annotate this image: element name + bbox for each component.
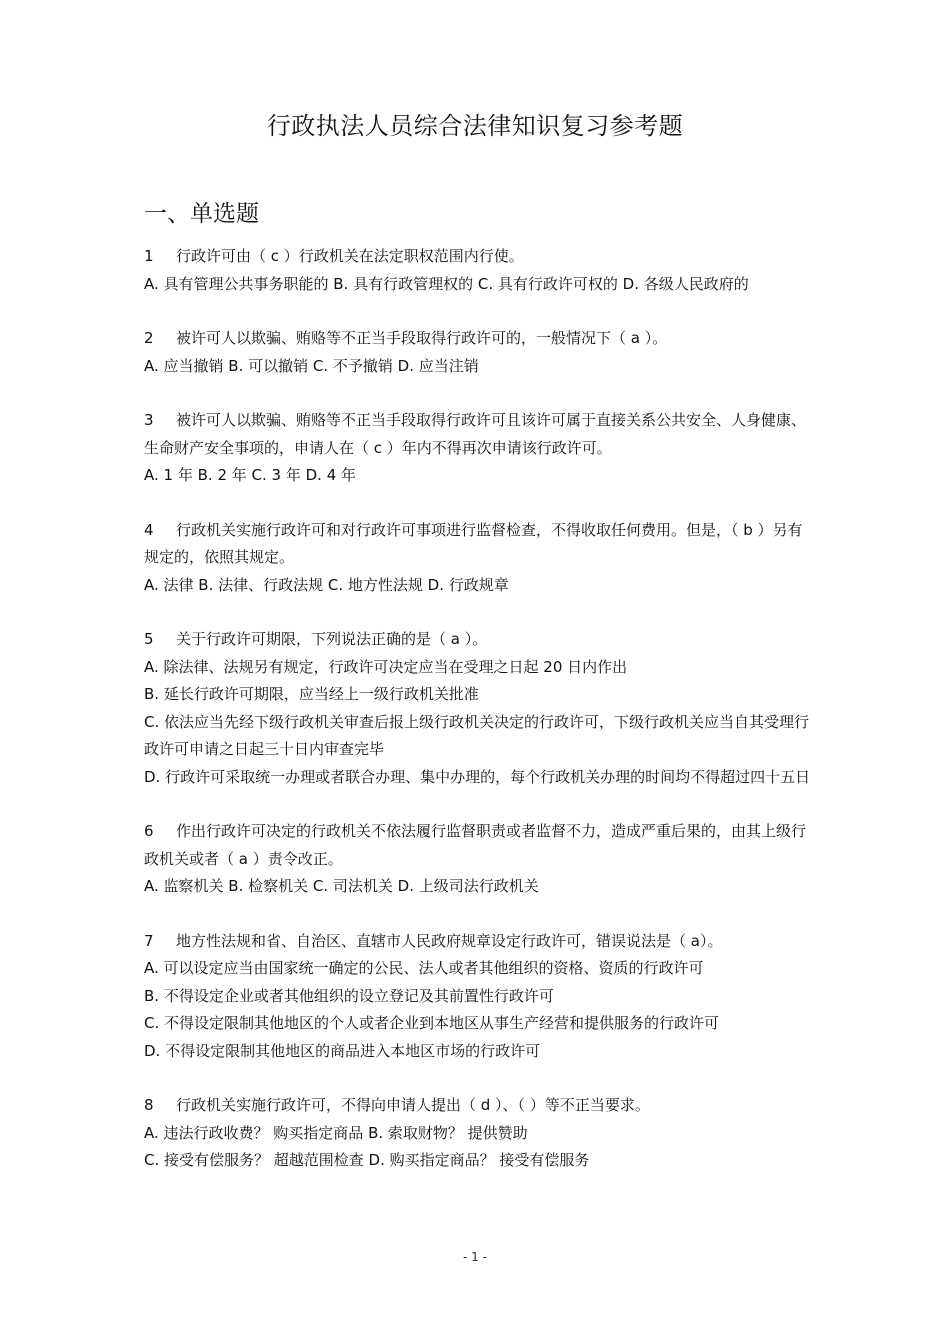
answer-options: A. 应当撤销 B. 可以撤销 C. 不予撤销 D. 应当注销 (144, 356, 479, 375)
question-list (144, 243, 816, 1202)
question-number: 6 (144, 822, 154, 840)
question-stem (144, 626, 816, 654)
question-number: 2 (144, 329, 154, 347)
page-number: - 1 - (463, 1250, 487, 1264)
question-item (144, 1092, 816, 1175)
question-item (144, 928, 816, 1066)
question-item (144, 818, 816, 901)
question-item (144, 325, 816, 380)
question-text: 作出行政许可决定的行政机关不依法履行监督职责或者监督不力，造成严重后果的，由其上级行政机关或者（ a ）责令改正。 (144, 822, 807, 868)
question-number: 7 (144, 931, 154, 950)
question-number: 3 (144, 411, 154, 429)
question-number: 8 (144, 1096, 154, 1114)
answer-options: D. 行政许可采取统一办理或者联合办理、集中办理的，每个行政机关办理的时间均不得超过四十五日 (144, 767, 811, 786)
question-stem (144, 517, 816, 572)
answer-options: A. 具有管理公共事务职能的 B. 具有行政管理权的 C. 具有行政许可权的 D. 各级人民政府的 (144, 274, 749, 293)
question-stem (144, 407, 816, 462)
answer-options: A. 1 年 B. 2 年 C. 3 年 D. 4 年 (144, 466, 357, 484)
answer-options: A. 法律 B. 法律、行政法规 C. 地方性法规 D. 行政规章 (144, 575, 509, 594)
answer-options: B. 延长行政许可期限，应当经上一级行政机关批准 (144, 685, 479, 703)
answer-options: D. 不得设定限制其他地区的商品进入本地区市场的行政许可 (144, 1041, 541, 1060)
question-text: 行政机关实施行政许可，不得向申请人提出（ d ）、（ ）等不正当要求。 (176, 1096, 650, 1114)
answer-options: A. 除法律、法规另有规定，行政许可决定应当在受理之日起 20 日内作出 (144, 657, 628, 676)
question-text: 被许可人以欺骗、贿赂等不正当手段取得行政许可且该许可属于直接关系公共安全、人身健康、生命财产安全事项的，申请人在（ c ）年内不得再次申请该行政许可。 (144, 411, 807, 457)
question-number: 5 (144, 630, 154, 648)
document-title: 行政执法人员综合法律知识复习参考题 (266, 112, 684, 140)
question-stem (144, 818, 816, 873)
question-item (144, 626, 816, 791)
question-text: 被许可人以欺骗、贿赂等不正当手段取得行政许可的，一般情况下（ a ）。 (176, 329, 668, 347)
question-item (144, 517, 816, 600)
question-text: 关于行政许可期限，下列说法正确的是（ a ）。 (176, 630, 488, 648)
answer-options: B. 不得设定企业或者其他组织的设立登记及其前置性行政许可 (144, 986, 554, 1005)
question-stem (144, 243, 816, 271)
question-text: 行政许可由（ c ）行政机关在法定职权范围内行使。 (176, 247, 524, 265)
section-heading: 一、单选题 (144, 201, 259, 227)
question-number: 1 (144, 247, 154, 265)
question-item (144, 243, 816, 298)
question-stem (144, 1092, 816, 1120)
answer-options: A. 监察机关 B. 检察机关 C. 司法机关 D. 上级司法行政机关 (144, 877, 539, 895)
question-stem (144, 928, 816, 956)
question-text: 行政机关实施行政许可和对行政许可事项进行监督检查，不得收取任何费用。但是，（ b ）另有规定的，依照其规定。 (144, 520, 803, 566)
answer-options: A. 可以设定应当由国家统一确定的公民、法人或者其他组织的资格、资质的行政许可 (144, 959, 704, 977)
question-stem (144, 325, 816, 353)
answer-options: C. 依法应当先经下级行政机关审查后报上级行政机关决定的行政许可，下级行政机关应当自其受理行政许可申请之日起三十日内审查完毕 (144, 712, 810, 758)
question-text: 地方性法规和省、自治区、直辖市人民政府规章设定行政许可，错误说法是（ a）。 (176, 931, 723, 950)
answer-options: A. 违法行政收费？ 购买指定商品 B. 索取财物？ 提供赞助 (144, 1123, 528, 1142)
answer-options: C. 不得设定限制其他地区的个人或者企业到本地区从事生产经营和提供服务的行政许可 (144, 1014, 720, 1032)
question-item (144, 407, 816, 490)
answer-options: C. 接受有偿服务？ 超越范围检查 D. 购买指定商品？ 接受有偿服务 (144, 1151, 590, 1169)
question-number: 4 (144, 520, 154, 539)
